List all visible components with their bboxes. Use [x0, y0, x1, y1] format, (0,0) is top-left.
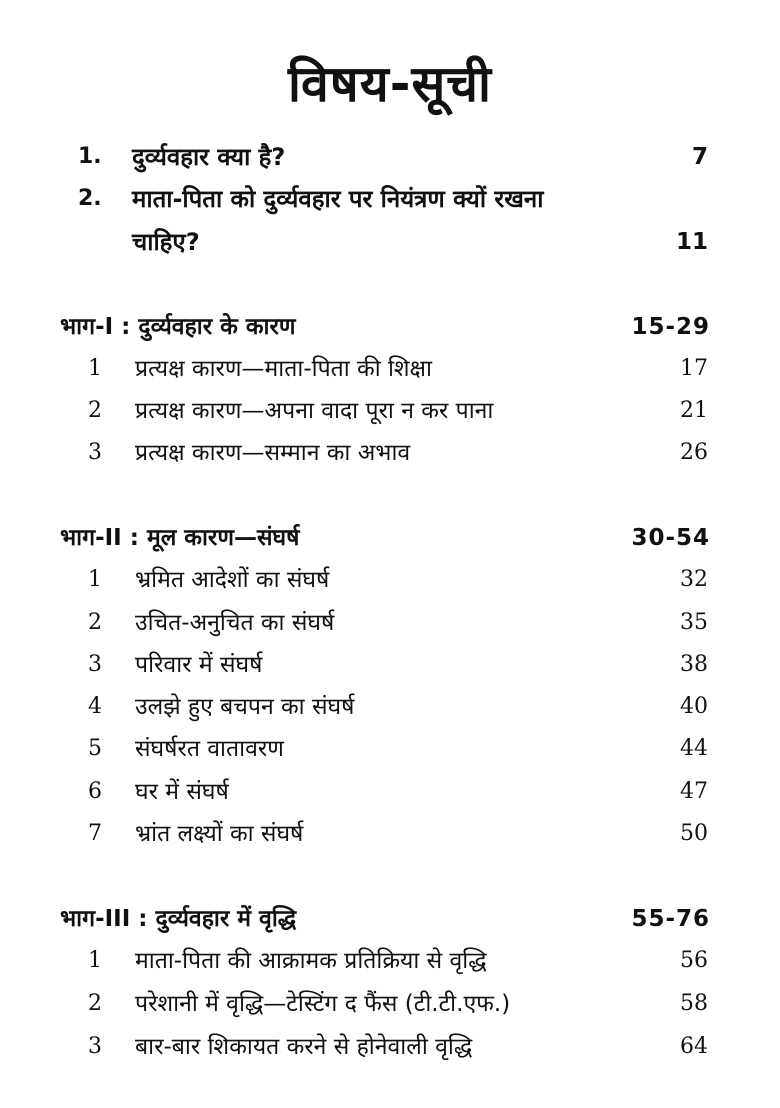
entry-title: भ्रमित आदेशों का संघर्ष	[135, 567, 330, 593]
entry-page: 26	[680, 440, 708, 465]
entry-title: उलझे हुए बचपन का संघर्ष	[135, 694, 355, 720]
entry-title: उचित-अनुचित का संघर्ष	[135, 610, 335, 636]
entry-page: 50	[680, 821, 708, 846]
page-title: विषय-सूची	[288, 55, 492, 113]
toc-entry	[0, 436, 780, 470]
entry-number: 1	[88, 567, 102, 592]
entry-number: 4	[88, 694, 102, 719]
entry-page: 17	[680, 356, 708, 381]
entry-title: दुर्व्यवहार क्या है?	[132, 143, 286, 171]
entry-title: माता-पिता की आक्रामक प्रतिक्रिया से वृद्धि	[135, 948, 487, 974]
toc-entry	[0, 394, 780, 428]
entry-number: 6	[88, 779, 102, 804]
entry-title-continued: चाहिए?	[132, 228, 200, 256]
entry-title: परेशानी में वृद्धि—टेस्टिंग द फैंस (टी.टी.एफ.)	[135, 991, 511, 1017]
entry-number: 1	[88, 356, 102, 381]
toc-entry	[0, 352, 780, 386]
part-heading	[0, 310, 780, 344]
entry-number: 2	[88, 398, 102, 423]
entry-page: 40	[680, 694, 708, 719]
toc-entry	[0, 775, 780, 809]
toc-entry	[0, 690, 780, 724]
entry-number: 7	[88, 821, 102, 846]
toc-entry	[0, 987, 780, 1021]
part-pages: 55-76	[631, 906, 710, 932]
part-title: भाग-I : दुर्व्यवहार के कारण	[60, 314, 296, 340]
toc-entry	[0, 140, 780, 174]
part-heading	[0, 521, 780, 555]
entry-number: 2.	[78, 186, 102, 211]
entry-page: 47	[680, 779, 708, 804]
entry-page: 35	[680, 610, 708, 635]
part-pages: 30-54	[631, 525, 710, 551]
entry-title: माता-पिता को दुर्व्यवहार पर नियंत्रण क्यों रखना	[132, 185, 544, 213]
entry-title: प्रत्यक्ष कारण—सम्मान का अभाव	[135, 440, 411, 466]
toc-entry	[0, 606, 780, 640]
entry-page: 58	[680, 991, 708, 1016]
entry-number: 2	[88, 991, 102, 1016]
entry-page: 21	[680, 398, 708, 423]
toc-entry	[0, 648, 780, 682]
toc-entry	[0, 732, 780, 766]
entry-page: 7	[691, 144, 708, 170]
entry-number: 3	[88, 1034, 102, 1059]
part-pages: 15-29	[631, 314, 710, 340]
entry-number: 3	[88, 440, 102, 465]
entry-number: 2	[88, 610, 102, 635]
toc-entry	[0, 944, 780, 978]
part-title: भाग-II : मूल कारण—संघर्ष	[60, 525, 300, 551]
toc-entry	[0, 182, 780, 216]
part-heading	[0, 902, 780, 936]
entry-page: 44	[680, 736, 708, 761]
entry-number: 5	[88, 736, 102, 761]
toc-entry	[0, 817, 780, 851]
entry-page: 38	[680, 652, 708, 677]
toc-entry	[0, 1030, 780, 1064]
entry-page: 56	[680, 948, 708, 973]
entry-title: बार-बार शिकायत करने से होनेवाली वृद्धि	[135, 1034, 473, 1060]
entry-title: परिवार में संघर्ष	[135, 652, 263, 678]
entry-title: प्रत्यक्ष कारण—माता-पिता की शिक्षा	[135, 356, 433, 382]
part-title: भाग-III : दुर्व्यवहार में वृद्धि	[60, 906, 297, 932]
entry-page: 32	[680, 567, 708, 592]
toc-entry	[0, 563, 780, 597]
entry-number: 1.	[78, 144, 102, 169]
entry-title: प्रत्यक्ष कारण—अपना वादा पूरा न कर पाना	[135, 398, 494, 424]
toc-entry-continued	[0, 225, 780, 259]
entry-title: भ्रांत लक्ष्यों का संघर्ष	[135, 821, 304, 847]
entry-page: 11	[675, 229, 708, 255]
entry-title: घर में संघर्ष	[135, 779, 229, 805]
entry-title: संघर्षरत वातावरण	[135, 736, 284, 762]
entry-page: 64	[680, 1034, 708, 1059]
entry-number: 3	[88, 652, 102, 677]
entry-number: 1	[88, 948, 102, 973]
